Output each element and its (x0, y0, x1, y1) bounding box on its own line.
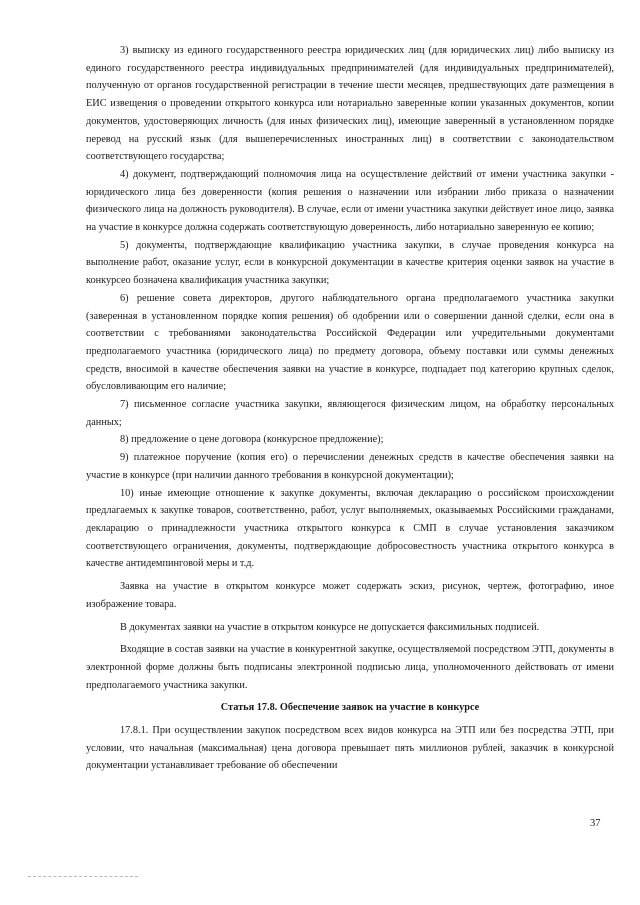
paragraph-item-10: 10) иные имеющие отношение к закупке документы, включая декларацию о российском происхождении предлагаемых к закупке товаров, соответственно, работ, услуг выполняемых, оказываемых Российскими гражданами, декларацию о принадлежности участника открытого конкурса к СМП в случае установления заказчиком соответствующего ограничения, документы, подтверждающие добросовестность участника открытого конкурса в качестве антидемпинговой меры и т.д. (86, 487, 614, 570)
scan-artifact (28, 876, 138, 879)
document-page (86, 42, 614, 775)
paragraph-item-6: 6) решение совета директоров, другого наблюдательного органа предполагаемого участника закупки (заверенная в установленном порядке копия решения) об одобрении или о совершении данной сделки, если она в соответствии с требованиями законодательства Российской Федерации или учредительными документами предполагаемого участника (юридического лица) по предмету договора, объему поставки или суммы денежных средств, вносимой в качестве обеспечения заявки на участие в конкурсе, подпадает под категорию крупных сделок, обусловливающим его наличие; (86, 292, 614, 393)
paragraph-electronic-signature: Входящие в состав заявки на участие в конкурентной закупке, осуществляемой посредством ЭТП, документы в электронной форме должны быть подписаны электронной подписью лица, уполномоченного действовать от имени предполагаемого участника закупки. (86, 644, 614, 691)
paragraph-sketch: Заявка на участие в открытом конкурсе может содержать эскиз, рисунок, чертеж, фотографию, иное изображение товара. (86, 581, 614, 610)
paragraph-facsimile: В документах заявки на участие в открытом конкурсе не допускается факсимильных подписей. (120, 621, 540, 633)
paragraph-item-3: 3) выписку из единого государственного реестра юридических лиц (для юридических лиц) либо выписку из единого государственного реестра индивидуальных предпринимателей (для индивидуальных предпринимателей), полученную от органов государственной регистрации в течение шести месяцев, предшествующих дате размещения в ЕИС извещения о проведении открытого конкурса или нотариально заверенные копии указанных документов, копии документов, удостоверяющих личность (для иных физических лиц), имеющие заверенный в установленном порядке перевод на русский язык (для вышеперечисленных иностранных лиц) в соответствии с законодательством соответствующего государства; (86, 45, 614, 163)
paragraph-item-5: 5) документы, подтверждающие квалификацию участника закупки, в случае проведения конкурса на выполнение работ, оказание услуг, если в конкурсной документации в качестве критерия оценки заявок на участие в конкурсео бозначена квалификация участника закупки; (86, 239, 614, 287)
page-number: 37 (590, 818, 601, 829)
paragraph-17-8-1: 17.8.1. При осуществлении закупок посредством всех видов конкурса на ЭТП или без посредства ЭТП, при условии, что начальная (максимальная) цена договора превышает пять миллионов рублей, заказчик в конкурсной документации устанавливает требование об обеспечении (86, 725, 614, 772)
paragraph-item-4: 4) документ, подтверждающий полномочия лица на осуществление действий от имени участника закупки - юридического лица без доверенности (копия решения о назначении или избрании либо приказа о назначении физического лица на должность руководителя). В случае, если от имени участника закупки действует иное лицо, заявка на участие в конкурсе должна содержать соответствующую доверенность, либо нотариально заверенную ее копию; (86, 168, 614, 234)
paragraph-item-8: 8) предложение о цене договора (конкурсное предложение); (120, 434, 384, 446)
paragraph-item-9: 9) платежное поручение (копия его) о перечислении денежных средств в качестве обеспечения заявки на участие в конкурсе (при наличии данного требования в конкурсной документации); (86, 452, 614, 481)
article-heading: Статья 17.8. Обеспечение заявок на участие в конкурсе (220, 702, 480, 714)
paragraph-item-7: 7) письменное согласие участника закупки, являющегося физическим лицом, на обработку персональных данных; (86, 399, 614, 428)
